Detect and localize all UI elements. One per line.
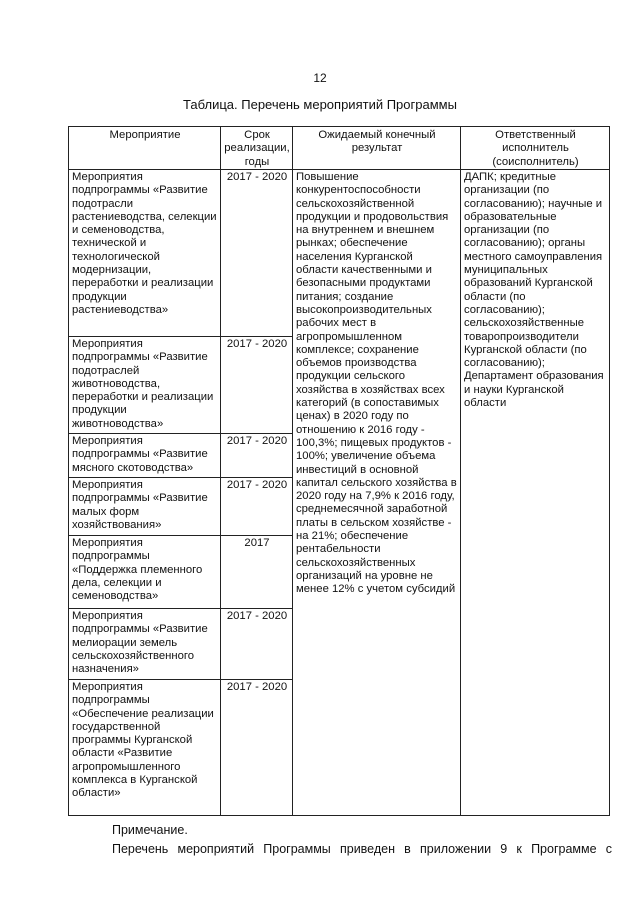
activities-table <box>68 126 610 816</box>
period-cell: 2017 - 2020 <box>221 609 293 680</box>
page-number: 12 <box>313 71 327 85</box>
period-cell: 2017 <box>221 536 293 609</box>
executor-cell: ДАПК; кредитные организации (по согласованию); научные и образовательные организации (по согласованию); органы местного самоуправления муниципальных образований Курганской области (по согласованию); сельскохозяйственные товаропроизводители Курганской области (по согласованию); Департамент образования и науки Курганской области <box>461 170 610 816</box>
table-header-row <box>69 127 610 170</box>
note-text: Перечень мероприятий Программы приведен в приложении 9 к Программе с <box>112 842 612 856</box>
period-cell: 2017 - 2020 <box>221 478 293 536</box>
note-heading: Примечание. <box>112 823 188 837</box>
period-cell: 2017 - 2020 <box>221 170 293 337</box>
table-row <box>69 170 610 337</box>
period-cell: 2017 - 2020 <box>221 434 293 478</box>
activity-cell: Мероприятия подпрограммы «Развитие подотрасли растениеводства, селекции и семеноводства, технической и технологической модернизации, переработки и реализации продукции растениеводства» <box>69 170 221 337</box>
activity-cell: Мероприятия подпрограммы «Поддержка племенного дела, селекции и семеноводства» <box>69 536 221 609</box>
header-executor: Ответственный исполнитель (соисполнитель) <box>461 127 610 170</box>
activity-cell: Мероприятия подпрограммы «Развитие подотраслей животноводства, переработки и реализации продукции животноводства» <box>69 337 221 434</box>
result-cell: Повышение конкурентоспособности сельскохозяйственной продукции и продовольствия на внутреннем и внешнем рынках; обеспечение населения Курганской области качественными и безопасными продуктами питания; создание высокопроизводительных рабочих мест в агропромышленном комплексе; сохранение объемов производства продукции сельского хозяйства в хозяйствах всех категорий (в сопоставимых ценах) в 2020 году по отношению к 2016 году - 100,3%; пищевых продуктов - 100%; увеличение объема инвестиций в основной капитал сельского хозяйства в 2020 году на 7,9% к 2016 году, среднемесячной заработной платы в сельском хозяйстве - на 21%; обеспечение рентабельности сельскохозяйственных организаций на уровне не менее 12% с учетом субсидий <box>293 170 461 816</box>
table-title: Таблица. Перечень мероприятий Программы <box>183 97 457 112</box>
header-activity: Мероприятие <box>69 127 221 170</box>
header-period: Срок реализации, годы <box>221 127 293 170</box>
activity-cell: Мероприятия подпрограммы «Развитие малых форм хозяйствования» <box>69 478 221 536</box>
activity-cell: Мероприятия подпрограммы «Развитие мясного скотоводства» <box>69 434 221 478</box>
period-cell: 2017 - 2020 <box>221 337 293 434</box>
period-cell: 2017 - 2020 <box>221 680 293 816</box>
header-result: Ожидаемый конечный результат <box>293 127 461 170</box>
activity-cell: Мероприятия подпрограммы «Развитие мелиорации земель сельскохозяйственного назначения» <box>69 609 221 680</box>
activity-cell: Мероприятия подпрограммы «Обеспечение реализации государственной программы Курганской области «Развитие агропромышленного комплекса в Курганской области» <box>69 680 221 816</box>
